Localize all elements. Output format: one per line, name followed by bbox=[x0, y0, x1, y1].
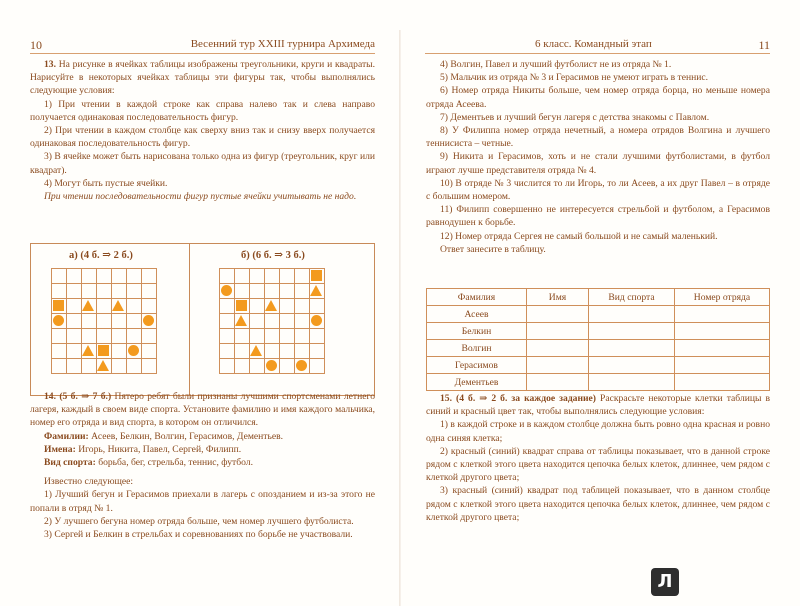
grid-cell[interactable] bbox=[280, 329, 295, 344]
row-surname: Асеев bbox=[427, 306, 527, 323]
grid-cell[interactable] bbox=[52, 284, 67, 299]
grid-cell[interactable] bbox=[250, 299, 265, 314]
circle-icon bbox=[266, 360, 277, 371]
grid-cell[interactable] bbox=[250, 284, 265, 299]
fact-4: 4) Волгин, Павел и лучший футболист не из отряда № 1. bbox=[440, 59, 672, 70]
grid-cell[interactable] bbox=[112, 284, 127, 299]
grid-row bbox=[52, 344, 157, 359]
cell-name[interactable] bbox=[527, 374, 589, 391]
grid-cell[interactable] bbox=[280, 299, 295, 314]
grid-row bbox=[52, 269, 157, 284]
grid-cell[interactable] bbox=[127, 269, 142, 284]
grid-cell[interactable] bbox=[280, 269, 295, 284]
cell-squad[interactable] bbox=[675, 357, 770, 374]
col-sport: Вид спорта bbox=[589, 289, 675, 306]
names-label: Имена: bbox=[44, 443, 76, 455]
fact-10: 10) В отряде № 3 числится то ли Игорь, то ли Асеев, а их друг Павел – в отряде с большим номером. bbox=[426, 177, 770, 203]
grid-cell[interactable] bbox=[265, 329, 280, 344]
grid-cell[interactable] bbox=[67, 359, 82, 374]
circle-icon bbox=[128, 345, 139, 356]
grid-cell[interactable] bbox=[52, 299, 67, 314]
problem-15 bbox=[426, 392, 770, 524]
grid-cell[interactable] bbox=[67, 299, 82, 314]
grid-cell[interactable] bbox=[127, 299, 142, 314]
grid-cell[interactable] bbox=[280, 359, 295, 374]
cell-sport[interactable] bbox=[589, 323, 675, 340]
fact-8: 8) У Филиппа номер отряда нечетный, а номера отрядов Волгина и лучшего теннисиста – четные. bbox=[426, 125, 770, 150]
grid-cell[interactable] bbox=[295, 359, 310, 374]
grid-row bbox=[52, 329, 157, 344]
grid-cell[interactable] bbox=[310, 329, 325, 344]
grid-cell[interactable] bbox=[220, 299, 235, 314]
grid-cell[interactable] bbox=[127, 329, 142, 344]
grid-cell[interactable] bbox=[310, 359, 325, 374]
grid-cell[interactable] bbox=[250, 314, 265, 329]
grid-cell[interactable] bbox=[127, 284, 142, 299]
problem-15-text: Раскрасьте некоторые клетки таблицы в синий и красный цвет так, чтобы выполнялись следующие условия: bbox=[426, 393, 771, 418]
grid-cell[interactable] bbox=[82, 299, 97, 314]
answer-note: Ответ занесите в таблицу. bbox=[440, 243, 546, 255]
grid-cell[interactable] bbox=[295, 344, 310, 359]
grid-cell[interactable] bbox=[112, 299, 127, 314]
triangle-icon bbox=[82, 345, 94, 356]
grid-cell[interactable] bbox=[112, 314, 127, 329]
fact-12: 12) Номер отряда Сергея не самый большой и не самый маленький. bbox=[440, 230, 718, 242]
publisher-logo-icon: Л bbox=[651, 568, 679, 596]
fact-6: 6) Номер отряда Никиты больше, чем номер отряда борца, но меньше номера отряда Асеева. bbox=[426, 85, 770, 110]
grid-cell[interactable] bbox=[235, 284, 250, 299]
grid-cell[interactable] bbox=[295, 299, 310, 314]
table-row bbox=[427, 340, 770, 357]
cell-sport[interactable] bbox=[589, 374, 675, 391]
grid-cell[interactable] bbox=[82, 269, 97, 284]
problem-13 bbox=[30, 58, 375, 203]
grid-row bbox=[52, 299, 157, 314]
cell-sport[interactable] bbox=[589, 357, 675, 374]
triangle-icon bbox=[310, 285, 322, 296]
grid-cell[interactable] bbox=[220, 344, 235, 359]
grid-cell[interactable] bbox=[127, 359, 142, 374]
grid-cell[interactable] bbox=[97, 329, 112, 344]
grid-cell[interactable] bbox=[112, 359, 127, 374]
grid-row bbox=[220, 299, 325, 314]
grid-cell[interactable] bbox=[142, 284, 157, 299]
grid-cell[interactable] bbox=[220, 284, 235, 299]
answer-table-header bbox=[427, 289, 770, 306]
grid-cell[interactable] bbox=[82, 359, 97, 374]
grid-cell[interactable] bbox=[235, 359, 250, 374]
problem-14-head: 14. (5 б. ⇒ 7 б.) bbox=[44, 391, 112, 402]
grid-row bbox=[220, 359, 325, 374]
cell-squad[interactable] bbox=[675, 374, 770, 391]
grid-cell[interactable] bbox=[220, 359, 235, 374]
grid-cell[interactable] bbox=[265, 299, 280, 314]
grid-cell[interactable] bbox=[142, 359, 157, 374]
grid-a-label: а) (4 б. ⇒ 2 б.) bbox=[69, 250, 133, 261]
grid-cell[interactable] bbox=[265, 269, 280, 284]
cell-sport[interactable] bbox=[589, 340, 675, 357]
circle-icon bbox=[221, 285, 232, 296]
grid-cell[interactable] bbox=[82, 314, 97, 329]
grid-cell[interactable] bbox=[280, 314, 295, 329]
problem-15-condition-1: 1) в каждой строке и в каждом столбце должна быть ровно одна красная и ровно одна синяя клетка; bbox=[426, 419, 770, 444]
col-name: Имя bbox=[527, 289, 589, 306]
fact-7: 7) Дементьев и лучший бегун лагеря с детства знакомы с Павлом. bbox=[440, 111, 710, 123]
grid-cell[interactable] bbox=[142, 344, 157, 359]
grid-cell[interactable] bbox=[265, 344, 280, 359]
table-row bbox=[427, 323, 770, 340]
square-icon bbox=[98, 345, 109, 356]
fact-2: 2) У лучшего бегуна номер отряда больше, чем номер лучшего футболиста. bbox=[44, 515, 354, 527]
grid-cell[interactable] bbox=[220, 329, 235, 344]
sports-label: Вид спорта: bbox=[44, 457, 96, 469]
grid-cell[interactable] bbox=[82, 344, 97, 359]
fact-9: 9) Никита и Герасимов, хоть и не стали лучшими футболистами, в футбол играют лучше представителя отряда № 4. bbox=[426, 151, 770, 176]
square-icon bbox=[53, 300, 64, 311]
grid-cell[interactable] bbox=[67, 329, 82, 344]
grid-cell[interactable] bbox=[82, 329, 97, 344]
grid-cell[interactable] bbox=[235, 329, 250, 344]
problem-15-condition-2: 2) красный (синий) квадрат справа от таблицы показывает, что в данной строке рядом с клеткой этого цвета находится цепочка белых клеток, длиннее, чем рядом с клеткой другого цвета; bbox=[426, 445, 770, 484]
grid-cell[interactable] bbox=[265, 314, 280, 329]
grid-cell[interactable] bbox=[112, 344, 127, 359]
grid-a bbox=[51, 268, 157, 374]
grid-cell[interactable] bbox=[250, 269, 265, 284]
grid-row bbox=[220, 344, 325, 359]
grid-cell[interactable] bbox=[52, 344, 67, 359]
surnames-list: Асеев, Белкин, Волгин, Герасимов, Дементьев. bbox=[91, 430, 284, 442]
grid-cell[interactable] bbox=[142, 299, 157, 314]
grid-cell[interactable] bbox=[142, 269, 157, 284]
problem-15-condition-3: 3) красный (синий) квадрат под таблицей показывает, что в данном столбце рядом с клеткой этого цвета находится цепочка белых клеток, длиннее, чем рядом с клеткой другого цвета; bbox=[426, 485, 770, 523]
grid-cell[interactable] bbox=[97, 299, 112, 314]
problem-13-intro: На рисунке в ячейках таблицы изображены треугольники, круги и квадраты. Нарисуйте в некоторых ячейках таблицы эти фигуры так, чтобы выполнялись следующие условия: bbox=[30, 59, 375, 97]
grid-cell[interactable] bbox=[310, 269, 325, 284]
problem-13-note: При чтении последовательности фигур пустые ячейки учитывать не надо. bbox=[44, 191, 357, 203]
grid-cell[interactable] bbox=[112, 269, 127, 284]
circle-icon bbox=[311, 315, 322, 326]
right-running-head bbox=[425, 38, 770, 54]
grid-cell[interactable] bbox=[295, 329, 310, 344]
book-gutter bbox=[399, 30, 401, 606]
grid-cell[interactable] bbox=[142, 329, 157, 344]
grid-cell[interactable] bbox=[250, 329, 265, 344]
facts-continued bbox=[426, 58, 770, 256]
grid-cell[interactable] bbox=[250, 344, 265, 359]
right-page-number: 11 bbox=[758, 38, 770, 52]
grid-cell[interactable] bbox=[220, 269, 235, 284]
col-squad: Номер отряда bbox=[675, 289, 770, 306]
triangle-icon bbox=[112, 300, 124, 311]
grid-cell[interactable] bbox=[112, 329, 127, 344]
triangle-icon bbox=[97, 360, 109, 371]
grid-cell[interactable] bbox=[97, 269, 112, 284]
grid-cell[interactable] bbox=[82, 284, 97, 299]
left-page-number: 10 bbox=[30, 38, 42, 52]
answer-table bbox=[426, 288, 770, 391]
problem-13-condition-4: 4) Могут быть пустые ячейки. bbox=[44, 177, 168, 189]
triangle-icon bbox=[82, 300, 94, 311]
grid-cell[interactable] bbox=[235, 269, 250, 284]
circle-icon bbox=[53, 315, 64, 326]
grid-cell[interactable] bbox=[97, 344, 112, 359]
grid-cell[interactable] bbox=[52, 314, 67, 329]
triangle-icon bbox=[250, 345, 262, 356]
circle-icon bbox=[143, 315, 154, 326]
grid-row bbox=[52, 359, 157, 374]
grid-cell[interactable] bbox=[310, 284, 325, 299]
figure-grids-box bbox=[30, 243, 375, 396]
square-icon bbox=[236, 300, 247, 311]
grid-cell[interactable] bbox=[310, 314, 325, 329]
cell-sport[interactable] bbox=[589, 306, 675, 323]
grid-cell[interactable] bbox=[67, 269, 82, 284]
grid-cell[interactable] bbox=[235, 314, 250, 329]
cell-squad[interactable] bbox=[675, 323, 770, 340]
names-list: Игорь, Никита, Павел, Сергей, Филипп. bbox=[78, 443, 242, 455]
grid-cell[interactable] bbox=[97, 284, 112, 299]
row-surname: Дементьев bbox=[427, 374, 527, 391]
grid-cell[interactable] bbox=[52, 329, 67, 344]
grid-row bbox=[52, 314, 157, 329]
grid-cell[interactable] bbox=[310, 299, 325, 314]
grid-cell[interactable] bbox=[310, 344, 325, 359]
square-icon bbox=[311, 270, 322, 281]
grid-b bbox=[219, 268, 325, 374]
grid-cell[interactable] bbox=[220, 314, 235, 329]
grid-b-label: б) (6 б. ⇒ 3 б.) bbox=[241, 250, 305, 261]
cell-squad[interactable] bbox=[675, 340, 770, 357]
grid-cell[interactable] bbox=[97, 359, 112, 374]
grid-cell[interactable] bbox=[265, 359, 280, 374]
grid-cell[interactable] bbox=[127, 314, 142, 329]
problem-13-condition-3: 3) В ячейке может быть нарисована только одна из фигур (треугольник, круг или квадрат). bbox=[30, 151, 375, 176]
grid-cell[interactable] bbox=[52, 359, 67, 374]
problem-13-condition-2: 2) При чтении в каждом столбце как сверху вниз так и снизу вверх получается одинаковая последовательность фигур. bbox=[30, 125, 375, 150]
surnames-label: Фамилии: bbox=[44, 430, 89, 442]
table-row bbox=[427, 357, 770, 374]
cell-name[interactable] bbox=[527, 306, 589, 323]
grid-cell[interactable] bbox=[52, 269, 67, 284]
cell-squad[interactable] bbox=[675, 306, 770, 323]
grid-cell[interactable] bbox=[67, 284, 82, 299]
grid-cell[interactable] bbox=[280, 344, 295, 359]
sports-list: борьба, бег, стрельба, теннис, футбол. bbox=[98, 457, 253, 469]
grid-cell[interactable] bbox=[235, 344, 250, 359]
table-row bbox=[427, 306, 770, 323]
cell-name[interactable] bbox=[527, 340, 589, 357]
grid-row bbox=[220, 329, 325, 344]
grid-cell[interactable] bbox=[280, 284, 295, 299]
fact-5: 5) Мальчик из отряда № 3 и Герасимов не умеют играть в теннис. bbox=[440, 72, 709, 84]
circle-icon bbox=[296, 360, 307, 371]
cell-name[interactable] bbox=[527, 323, 589, 340]
grid-cell[interactable] bbox=[127, 344, 142, 359]
problem-13-condition-1: 1) При чтении в каждой строке как справа налево так и слева направо получается одинаковая последовательность фигур. bbox=[30, 98, 375, 123]
col-surname: Фамилия bbox=[427, 289, 527, 306]
grid-cell[interactable] bbox=[67, 344, 82, 359]
grid-row bbox=[220, 284, 325, 299]
grid-cell[interactable] bbox=[97, 314, 112, 329]
row-surname: Белкин bbox=[427, 323, 527, 340]
grid-row bbox=[220, 314, 325, 329]
grid-cell[interactable] bbox=[295, 314, 310, 329]
grid-row bbox=[220, 269, 325, 284]
grid-cell[interactable] bbox=[295, 269, 310, 284]
figure-divider bbox=[189, 244, 190, 395]
known-facts-heading: Известно следующее: bbox=[44, 476, 134, 488]
triangle-icon bbox=[265, 300, 277, 311]
grid-cell[interactable] bbox=[265, 284, 280, 299]
table-row bbox=[427, 374, 770, 391]
fact-11: 11) Филипп совершенно не интересуется стрельбой и футболом, а Герасимов равнодушен к борьбе. bbox=[426, 204, 770, 229]
grid-cell[interactable] bbox=[67, 314, 82, 329]
row-surname: Герасимов bbox=[427, 357, 527, 374]
right-running-title: 6 класс. Командный этап bbox=[535, 38, 652, 50]
row-surname: Волгин bbox=[427, 340, 527, 357]
cell-name[interactable] bbox=[527, 357, 589, 374]
fact-3: 3) Сергей и Белкин в стрельбах и соревнованиях по борьбе не участвовали. bbox=[44, 529, 353, 541]
left-running-title: Весенний тур XXIII турнира Архимеда bbox=[190, 38, 375, 50]
grid-cell[interactable] bbox=[295, 284, 310, 299]
problem-15-head: 15. (4 б. ⇒ 2 б. за каждое задание) bbox=[440, 393, 596, 404]
left-running-head bbox=[30, 38, 375, 54]
problem-14-text: Пятеро ребят были признаны лучшими спортсменами летнего лагеря, каждый в своем виде спорта. Установите фамилию и имя каждого мальчика, номер его отряда и вид спорта, в котором он отличился. bbox=[30, 391, 375, 429]
grid-row bbox=[52, 284, 157, 299]
fact-1: 1) Лучший бегун и Герасимов приехали в лагерь с опозданием и из-за этого не попали в отряд № 1. bbox=[30, 489, 375, 514]
grid-cell[interactable] bbox=[250, 359, 265, 374]
problem-14 bbox=[30, 390, 375, 541]
grid-cell[interactable] bbox=[142, 314, 157, 329]
triangle-icon bbox=[235, 315, 247, 326]
grid-cell[interactable] bbox=[235, 299, 250, 314]
problem-13-number: 13. bbox=[44, 59, 56, 70]
